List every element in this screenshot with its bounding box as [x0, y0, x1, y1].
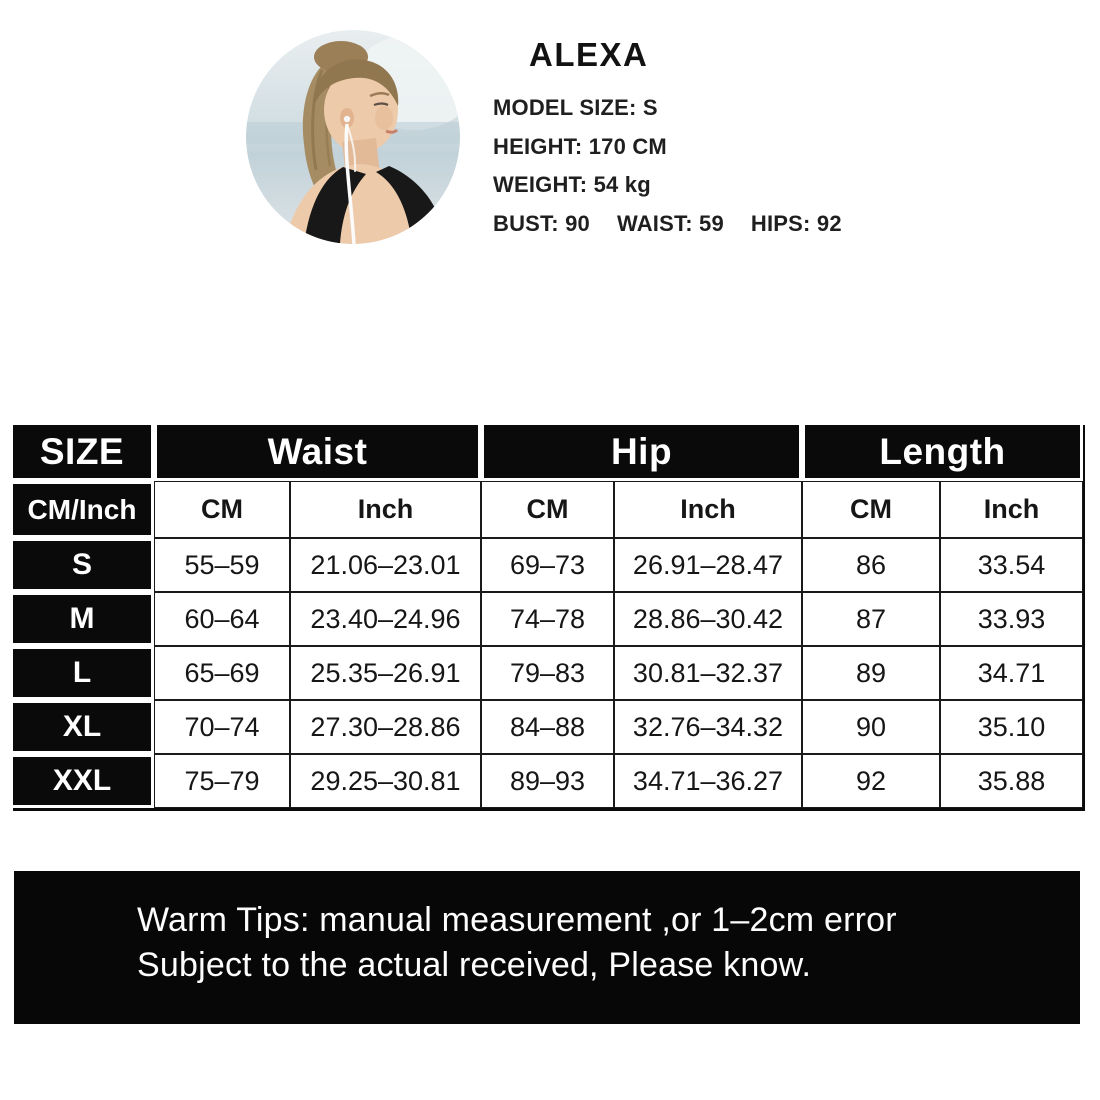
- waist-inch-header: Inch: [290, 481, 481, 538]
- size-chart-table: [13, 425, 1085, 811]
- table-group-header-row: [13, 425, 1083, 481]
- model-bust: BUST: 90: [493, 210, 590, 236]
- hip-cm-value: 74–78: [481, 592, 614, 646]
- table-row-s: [13, 538, 1083, 592]
- waist-inch-value: 23.40–24.96: [290, 592, 481, 646]
- warm-tips-line-2: Subject to the actual received, Please know.: [137, 946, 812, 984]
- length-cm-header: CM: [802, 481, 940, 538]
- hip-cm-value: 69–73: [481, 538, 614, 592]
- table-row-xl: [13, 700, 1083, 754]
- model-portrait-illustration: [246, 30, 460, 244]
- size-cell: XL: [13, 700, 154, 754]
- hip-cm-value: 79–83: [481, 646, 614, 700]
- hip-inch-header: Inch: [614, 481, 802, 538]
- waist-inch-value: 29.25–30.81: [290, 754, 481, 808]
- size-cell: M: [13, 592, 154, 646]
- hip-cm-header: CM: [481, 481, 614, 538]
- waist-cm-value: 55–59: [154, 538, 290, 592]
- model-height-line: HEIGHT: 170 CM: [493, 133, 667, 159]
- unit-label-cell: CM/Inch: [13, 481, 154, 538]
- warm-tips-banner: [14, 871, 1080, 1024]
- hip-inch-value: 30.81–32.37: [614, 646, 802, 700]
- length-inch-value: 33.54: [940, 538, 1083, 592]
- hip-inch-value: 26.91–28.47: [614, 538, 802, 592]
- hip-cm-value: 84–88: [481, 700, 614, 754]
- model-size-line: MODEL SIZE: S: [493, 95, 658, 120]
- waist-cm-value: 75–79: [154, 754, 290, 808]
- length-cm-value: 86: [802, 538, 940, 592]
- length-inch-header: Inch: [940, 481, 1083, 538]
- table-row-l: [13, 646, 1083, 700]
- length-inch-value: 34.71: [940, 646, 1083, 700]
- waist-inch-value: 27.30–28.86: [290, 700, 481, 754]
- hip-inch-value: 28.86–30.42: [614, 592, 802, 646]
- model-info-section: [493, 30, 842, 243]
- length-cm-value: 87: [802, 592, 940, 646]
- size-cell: S: [13, 538, 154, 592]
- size-cell: L: [13, 646, 154, 700]
- waist-cm-header: CM: [154, 481, 290, 538]
- waist-cm-value: 60–64: [154, 592, 290, 646]
- model-photo: [246, 30, 460, 244]
- hip-cm-value: 89–93: [481, 754, 614, 808]
- hip-inch-value: 34.71–36.27: [614, 754, 802, 808]
- model-waist: WAIST: 59: [616, 210, 724, 236]
- table-row-m: [13, 592, 1083, 646]
- table-row-xxl: [13, 754, 1083, 808]
- length-cm-value: 90: [802, 700, 940, 754]
- table-unit-header-row: [13, 481, 1083, 538]
- length-inch-value: 33.93: [940, 592, 1083, 646]
- warm-tips-line-1: Warm Tips: manual measurement ,or 1–2cm error: [137, 901, 897, 939]
- size-header-cell: SIZE: [13, 425, 154, 481]
- waist-cm-value: 70–74: [154, 700, 290, 754]
- model-weight-line: WEIGHT: 54 kg: [493, 172, 651, 198]
- hip-group-header: Hip: [481, 425, 802, 481]
- length-group-header: Length: [802, 425, 1083, 481]
- hip-inch-value: 32.76–34.32: [614, 700, 802, 754]
- waist-inch-value: 21.06–23.01: [290, 538, 481, 592]
- waist-cm-value: 65–69: [154, 646, 290, 700]
- length-inch-value: 35.10: [940, 700, 1083, 754]
- model-hips: HIPS: 92: [750, 210, 842, 236]
- length-cm-value: 92: [802, 754, 940, 808]
- model-name: ALEXA: [529, 36, 649, 73]
- model-measurements-line: [493, 205, 842, 244]
- waist-group-header: Waist: [154, 425, 481, 481]
- size-cell: XXL: [13, 754, 154, 808]
- waist-inch-value: 25.35–26.91: [290, 646, 481, 700]
- length-cm-value: 89: [802, 646, 940, 700]
- length-inch-value: 35.88: [940, 754, 1083, 808]
